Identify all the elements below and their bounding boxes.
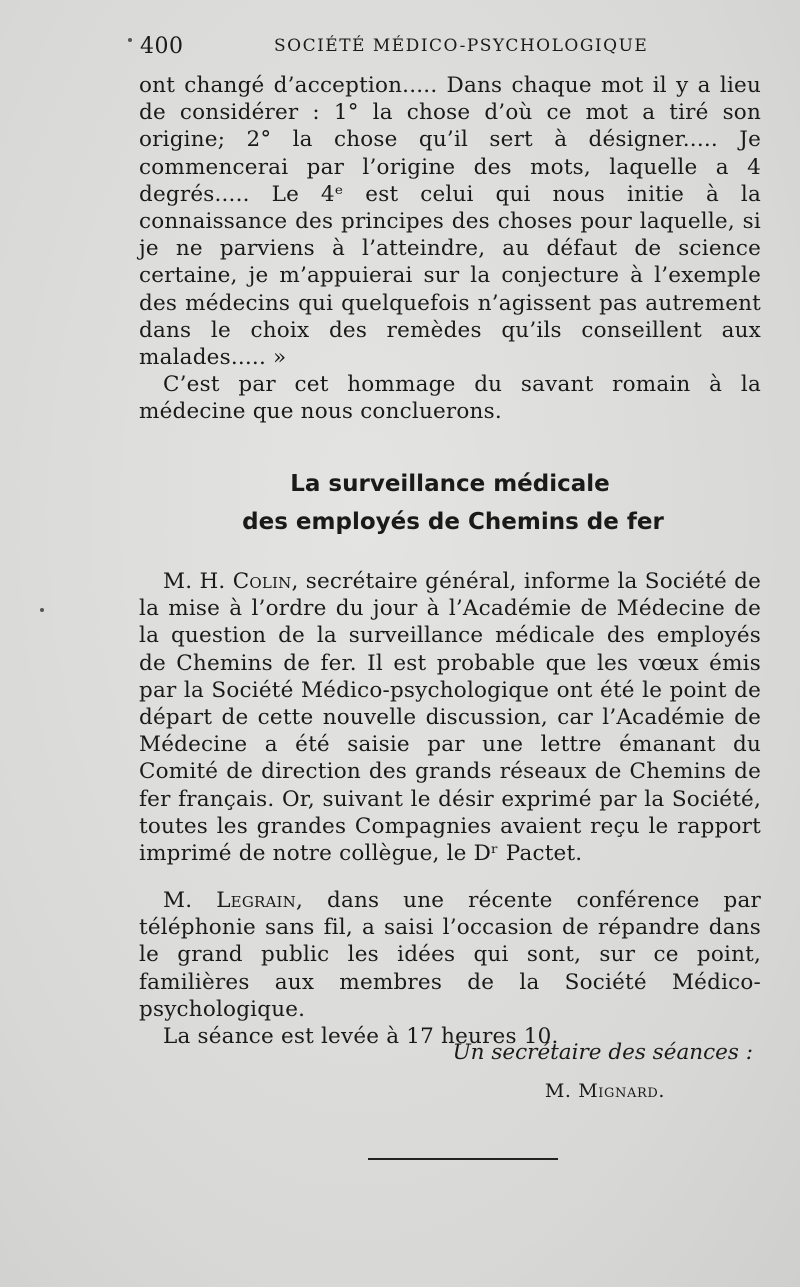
section-title-line-1: La surveillance médicale <box>290 471 610 497</box>
paragraph-conclusion: C’est par cet hommage du savant romain à la médecine que nous concluerons. <box>139 372 761 425</box>
speaker-prefix: M. H. <box>163 569 233 594</box>
paragraph-quote-end: ont changé d’acception..... Dans chaque mot il y a lieu de considérer : 1° la chose d’où ce mot a tiré son origine; 2° la chose qu’il sert à désigner..... Je commencerai par l’origine des mots, laquelle a 4 degrés..... Le 4ᵉ est celui qui nous initie à la connaissance des principes des choses pour laquelle, si je ne parviens à l’atteindre, au défaut de science certaine, je m’appuierai sur la conjecture à l’exemple des médecins qui quelquefois n’agissent pas autrement dans le choix des remèdes qu’ils conseillent aux malades..... » <box>139 73 761 371</box>
paragraph-legrain <box>139 887 761 1023</box>
closing-rule <box>368 1158 558 1160</box>
paragraph-text: , secrétaire général, informe la Société de la mise à l’ordre du jour à l’Académie de Médecine de la question de la surveillance médicale des employés de Chemins de fer. Il est probable que les vœux émis par la Société Médico-psychologique ont été le point de départ de cette nouvelle discussion, car l’Académie de Médecine a été saisie par une lettre émanant du Comité de direction des grands réseaux de Chemins de fer français. Or, suivant le désir exprimé par la Société, toutes les grandes Compagnies avaient reçu le rapport imprimé de notre collègue, le Dʳ Pactet. <box>139 569 762 867</box>
signature-prefix: M. <box>544 1080 579 1102</box>
paragraph-closing: La séance est levée à 17 heures 10. <box>163 1024 559 1050</box>
speaker-name: Colin <box>232 569 292 594</box>
margin-speck <box>40 608 44 612</box>
speaker-name: Legrain <box>216 888 296 913</box>
speaker-prefix: M. <box>163 888 217 913</box>
text-block-colin <box>139 568 761 867</box>
paragraph-colin <box>139 568 761 867</box>
running-head <box>140 34 760 64</box>
section-title-line-2: des employés de Chemins de fer <box>242 509 664 535</box>
paragraph-text: , dans une récente conférence par téléphonie sans fil, a saisi l’occasion de répandre dans le grand public les idées qui sont, sur ce point, familières aux membres de la Société Médico-psychologique. <box>139 888 761 1022</box>
page-number: 400 <box>140 34 184 59</box>
text-block-legrain <box>139 887 761 1050</box>
signature-name <box>139 1080 761 1102</box>
text-block-intro <box>139 72 761 426</box>
signature-surname: Mignard. <box>578 1080 665 1102</box>
margin-speck <box>128 38 132 42</box>
signature-role: Un secrétaire des séances : <box>452 1040 753 1065</box>
journal-title: SOCIÉTÉ MÉDICO-PSYCHOLOGIQUE <box>274 36 649 56</box>
